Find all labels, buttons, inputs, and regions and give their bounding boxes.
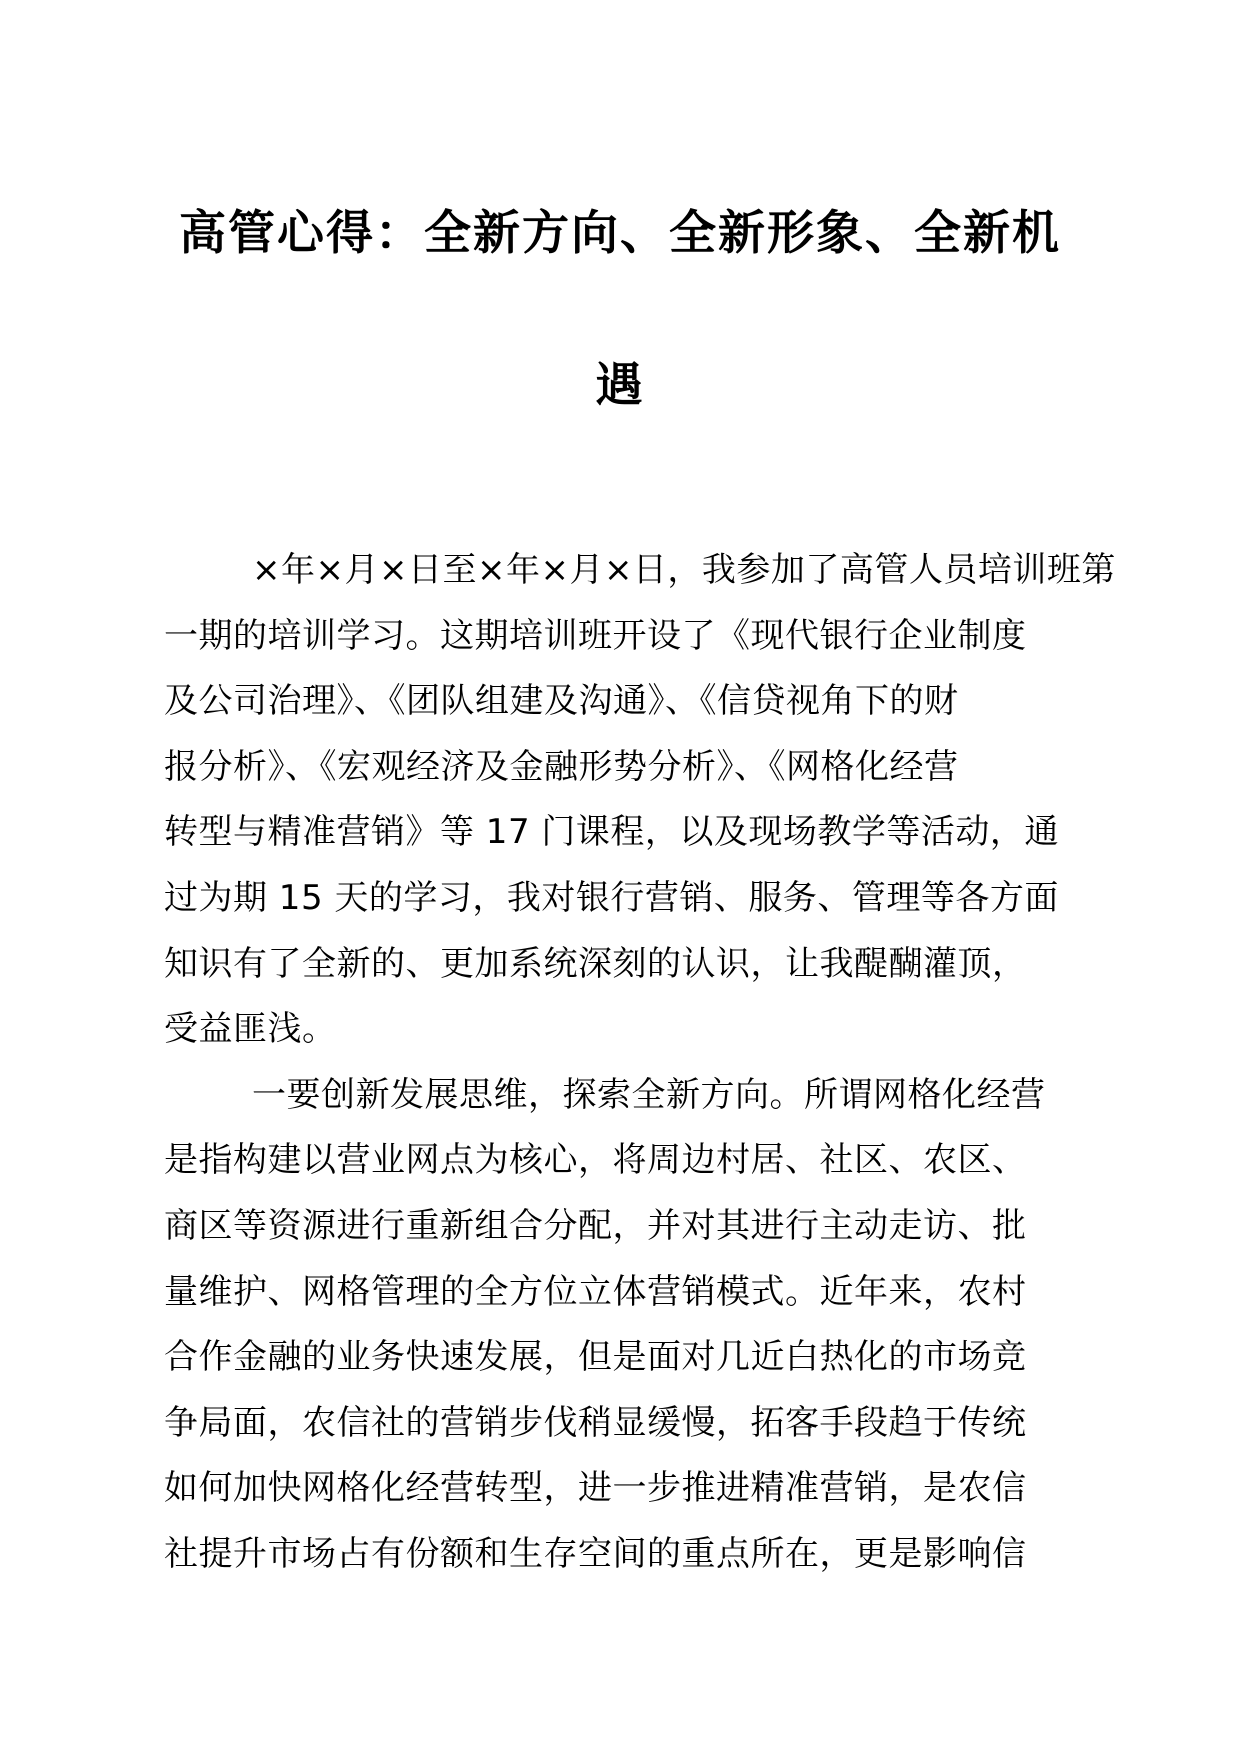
paragraph bbox=[164, 1063, 1054, 1588]
document-title bbox=[0, 0, 1240, 462]
paragraph bbox=[164, 538, 1116, 1063]
body-line: 是指构建以营业网点为核心，将周边村居、社区、农区、 bbox=[164, 1140, 1027, 1181]
body-line: 过为期 15 天的学习，我对银行营销、服务、管理等各方面 bbox=[164, 877, 1059, 918]
title-line: 高管心得：全新方向、全新形象、全新机 bbox=[179, 206, 1061, 261]
body-line: 合作金融的业务快速发展，但是面对几近白热化的市场竞 bbox=[164, 1337, 1027, 1378]
body-line: 及公司治理》、《团队组建及沟通》、《信贷视角下的财 bbox=[164, 681, 959, 722]
body-line: 转型与精准营销》等 17 门课程，以及现场教学等活动，通 bbox=[164, 812, 1059, 853]
body-line: 社提升市场占有份额和生存空间的重点所在，更是影响信 bbox=[164, 1533, 1027, 1574]
body-line: 如何加快网格化经营转型，进一步推进精准营销，是农信 bbox=[164, 1468, 1027, 1509]
body-line: 受益匪浅。 bbox=[164, 1009, 337, 1050]
body-line: 量维护、网格管理的全方位立体营销模式。近年来，农村 bbox=[164, 1271, 1027, 1312]
title-line: 遇 bbox=[595, 358, 645, 413]
body-line: ×年×月×日至×年×月×日，我参加了高管人员培训班第 bbox=[252, 550, 1116, 590]
body-line: 一期的培训学习。这期培训班开设了《现代银行企业制度 bbox=[164, 615, 1027, 656]
body-line: 报分析》、《宏观经济及金融形势分析》、《网格化经营 bbox=[164, 746, 959, 787]
body-line: 争局面，农信社的营销步伐稍显缓慢，拓客手段趋于传统 bbox=[164, 1402, 1027, 1443]
body-line: 一要创新发展思维，探索全新方向。所谓网格化经营 bbox=[252, 1074, 1046, 1115]
document-body bbox=[164, 538, 1116, 1588]
body-line: 知识有了全新的、更加系统深刻的认识，让我醍醐灌顶， bbox=[164, 943, 1027, 984]
body-line: 商区等资源进行重新组合分配，并对其进行主动走访、批 bbox=[164, 1205, 1027, 1246]
